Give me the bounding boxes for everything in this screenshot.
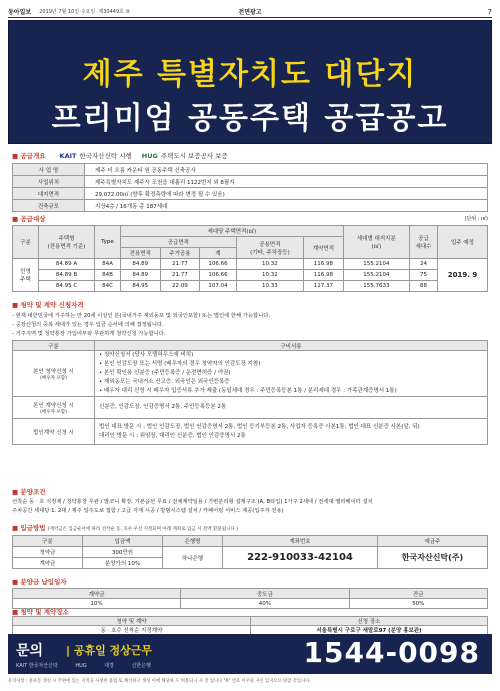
payment-table [12,535,488,569]
col-header: 세대당 주택면적(㎡) [121,226,344,237]
cell: 84.89 [121,270,161,281]
documents-table [12,340,488,445]
col-header: 청약 및 계약 [13,617,251,626]
phone-number[interactable]: 1544-0098 [303,636,480,669]
doc-line: 법인 대표 방문 시 : 법인 인감도장, 법인 인감증명서 2통, 법인 등기부등본 2통, 사업자 등록증 사본1통, 법인 대표 신분증 사본(앞, 뒤) [99,423,420,430]
cell: 서울특별시 구로구 새말로97 (분양 홍보관) [251,626,488,635]
cell: 84.95 [121,281,161,292]
table-row [13,270,488,281]
doc-line: 신분증, 인감도장, 인감증명서 2통, 주민등록등본 2통 [99,404,227,410]
table-row [13,188,488,200]
row-label: 사 업 명 [13,164,85,176]
doc-line: • 청약신청서 (당사 모델하우스에 비치) [99,352,194,358]
row-label: 대지면적 [13,188,85,200]
cell: 10.32 [236,270,303,281]
cell: 117.37 [304,281,344,292]
col-header: 공급면적 [121,237,237,248]
table-row [13,599,488,609]
row-value: 29,072.00㎡ (향후 확정측량에 따라 변경 될 수 있음) [85,188,488,200]
shinhan-logo: 신한은행 [131,663,151,669]
row-label: 본인 청약신청 시 (배우자 포함) [13,351,95,397]
table-header-row [13,589,488,599]
cell: 116.98 [304,259,344,270]
newspaper-logo: 동아일보 [8,9,32,16]
row-docs [95,419,488,445]
cell: 24 [410,259,438,270]
hours-label: | 공휴일 정상근무 [66,644,153,657]
row-value: 제주 더 오름 카운티 원 공동주택 신축공사 [85,164,488,176]
col-header: 신청 장소 [251,617,488,626]
doc-line: • 본인 확인용 신분증 (주민등록증 / 운전면허증 / 여권) [99,370,231,376]
cell: 106.66 [200,259,237,270]
section-label: 전면광고 [238,9,262,16]
col-header: 세대별 대지지분 (㎡) [343,226,409,259]
col-header: 구분 [13,341,95,351]
cell: 155.7633 [343,281,409,292]
units-title: ■ 공급대상 [12,215,46,223]
col-header: 계좌번호 [223,536,378,547]
note-line: - 공장신청의 중복 세대가 있는 경우 입금 순서에 의해 결정됩니다. [12,322,164,328]
table-header-row [13,341,488,351]
headline-line-2: 프리미엄 공동주택 공급공고 [51,101,449,136]
movein-date: 2019. 9 [438,259,488,292]
col-header: 예금주 [378,536,488,547]
cell: 84B [95,270,121,281]
units-table [12,225,488,292]
cell: 분양가의 10% [83,558,163,569]
eligibility-notes [12,312,488,339]
group-cell: 민영 주택 [13,259,39,292]
venue-title: ■ 청약 및 계약장소 [12,608,69,616]
table-row [13,164,488,176]
overview-table [12,163,488,212]
cell: 21.77 [160,259,200,270]
col-header: 입금액 [83,536,163,547]
col-header: 공용면적 (기타, 주차장등) [236,237,303,259]
cell: 10.33 [236,281,303,292]
table-row [13,281,488,292]
table-header-row [13,226,488,237]
row-value: 제주특별자치도 제주시 조천읍 대흘리 1122번지 외 8필지 [85,176,488,188]
cell: 10% [13,599,181,609]
cell: 84.89 A [39,259,95,270]
schedule-title: ■ 분양금 납입일자 [12,578,67,586]
cell: 40% [181,599,349,609]
cell: 84.89 B [39,270,95,281]
table-row [13,351,488,397]
row-label: 본인 계약신청 시 (배우자 포함) [13,397,95,419]
table-row [13,397,488,419]
cell: 155.2104 [343,270,409,281]
table-row [13,547,488,558]
col-header: 전용면적 [121,248,161,259]
cell: 84A [95,259,121,270]
issue-date: 2019년 7월 10일 수요일 [39,9,96,15]
cell: 84.95 C [39,281,95,292]
col-header: 입주 예정 [438,226,488,259]
contact-footer [8,634,492,674]
cell: 50% [349,599,487,609]
table-row [13,176,488,188]
cell: 88 [410,281,438,292]
col-header: 구분 [13,536,83,547]
doc-line: • 본인 인감도장 또는 서명 (배우자의 경우 청약자의 인감도장 지참) [99,361,261,367]
headline-banner [8,20,492,144]
condition-line: 선착순 동 · 호 지정제 / 청약통장 무관 / 발코니 확장, 기본옵션 무료 / 전체계약일용 / 가변분리형 설계구조 (A, B타입) 1가구 2세대 / 전세대 엘리베이터 설치 [12,499,373,505]
col-header: 은행명 [163,536,223,547]
table-header-row [13,536,488,547]
note-line: - 거주지역 및 청약통장 가입여부와 무관하게 청약신청 가능합니다. [12,331,166,337]
cell: 동 · 호수 선착순 지정계약 [13,626,251,635]
venue-table [12,616,488,635]
cell: 21.77 [160,270,200,281]
sponsor-logos [16,662,167,669]
row-label: 건축규모 [13,200,85,212]
doc-line: 대리인 방문 시 : 위임장, 대리인 신분증, 법인 인감증명서 2통 [99,432,246,439]
table-header-row [13,617,488,626]
row-label: 청약금 [13,547,83,558]
masthead [8,6,492,18]
overview-title: ■ 공급개요 [12,152,46,160]
bank-name: 하나은행 [163,547,223,569]
row-label: 사업위치 [13,176,85,188]
row-label: 계약금 [13,558,83,569]
cell: 75 [410,270,438,281]
col-header: 공급 세대수 [410,226,438,259]
col-header: Type [95,226,121,259]
issue-edition: 제30449호 ⑩ [98,9,131,15]
account-holder: 한국자산신탁(주) [378,547,488,569]
cell: 300만원 [83,547,163,558]
cell: 107.04 [200,281,237,292]
account-number: 222-910033-42104 [223,547,378,569]
cell: 84.89 [121,259,161,270]
row-docs [95,351,488,397]
cell: 116.98 [304,270,344,281]
conditions-title: ■ 분양조건 [12,488,46,496]
units-unit-note: (단위 : ㎡) [464,216,488,222]
cell: 84C [95,281,121,292]
note-line: - 현재 대한민국에 거주하는 만 20세 이상인 분(국내거주 재외동포 및 외국인포함) 또는 법인에 한해 가능합니다. [12,313,271,319]
table-row [13,419,488,445]
col-header: 계 [200,248,237,259]
daekyung-logo: 대경 [104,663,114,669]
developer-label: 한국자산신탁 시행 [79,152,132,160]
table-row [13,259,488,270]
schedule-table [12,588,488,609]
row-label: 법인계약 신청 시 [13,419,95,445]
cell: 106.66 [200,270,237,281]
col-header: 구분 [13,226,39,259]
inquiry-label: 문의 [16,643,44,659]
eligibility-title: ■ 청약 및 계약 신청자격 [12,301,84,309]
disclaimer-text: 유의사항 : 홍보문 생성 시 주변에 있는 지역을 사정한 불법 또 해석하고 생성 이에 해당하 도 허용되니 사 것 입니다 "R" 번호 이우와 자신 있지요요 양할 것입니다. [8,679,311,684]
col-header: 주거공용 [160,248,200,259]
col-header: 잔금 [349,589,487,599]
kait-logo: KAIT [59,151,77,160]
col-header: 주택형 (전용면적 기준) [39,226,95,259]
guarantor-label: 주택도시 보증공사 보증 [160,152,228,160]
col-header: 구비서류 [95,341,488,351]
row-docs [95,397,488,419]
hug-logo: HUG [75,663,87,669]
cell: 22.09 [160,281,200,292]
kait-logo: KAIT 한국자산신탁 [16,663,58,669]
page-number: 7 [487,7,492,16]
conditions-text [12,498,488,516]
cell: 155.2104 [343,259,409,270]
row-value: 지상4층 / 16개동 총 187세대 [85,200,488,212]
col-header: 계약면적 [304,237,344,259]
overview-header [12,150,492,161]
doc-line: • 재외동포는 국내거소 신고증, 외국인은 외국인등록증 [99,379,230,385]
headline-line-1: 제주 특별자치도 대단지 [82,57,418,92]
condition-line: 주차공간 세대당 1. 2대 / 제주 일주도로 접함 / 고급 자재 시공 / 방범시스템 설치 / 카페어링 서비스 제공(입주자 전용) [12,508,284,514]
payment-title: ■ 입금방법 (계약금은 입금순서에 따라 선착순 동, 호수 우선 지정되며 아래 계좌로 입금 시 전액 환불됩니다.) [12,524,238,532]
hug-logo: HUG [141,151,158,160]
table-row [13,200,488,212]
cell: 10.32 [236,259,303,270]
doc-line: • 배우자 대리 신청 시 배우자 입증서류 추가 제출 (동일세대 경우 : 주민등록등본 1통 / 분리세대 경우 : 가족관계증명서 1통) [99,388,397,394]
col-header: 계약금 [13,589,181,599]
col-header: 중도금 [181,589,349,599]
